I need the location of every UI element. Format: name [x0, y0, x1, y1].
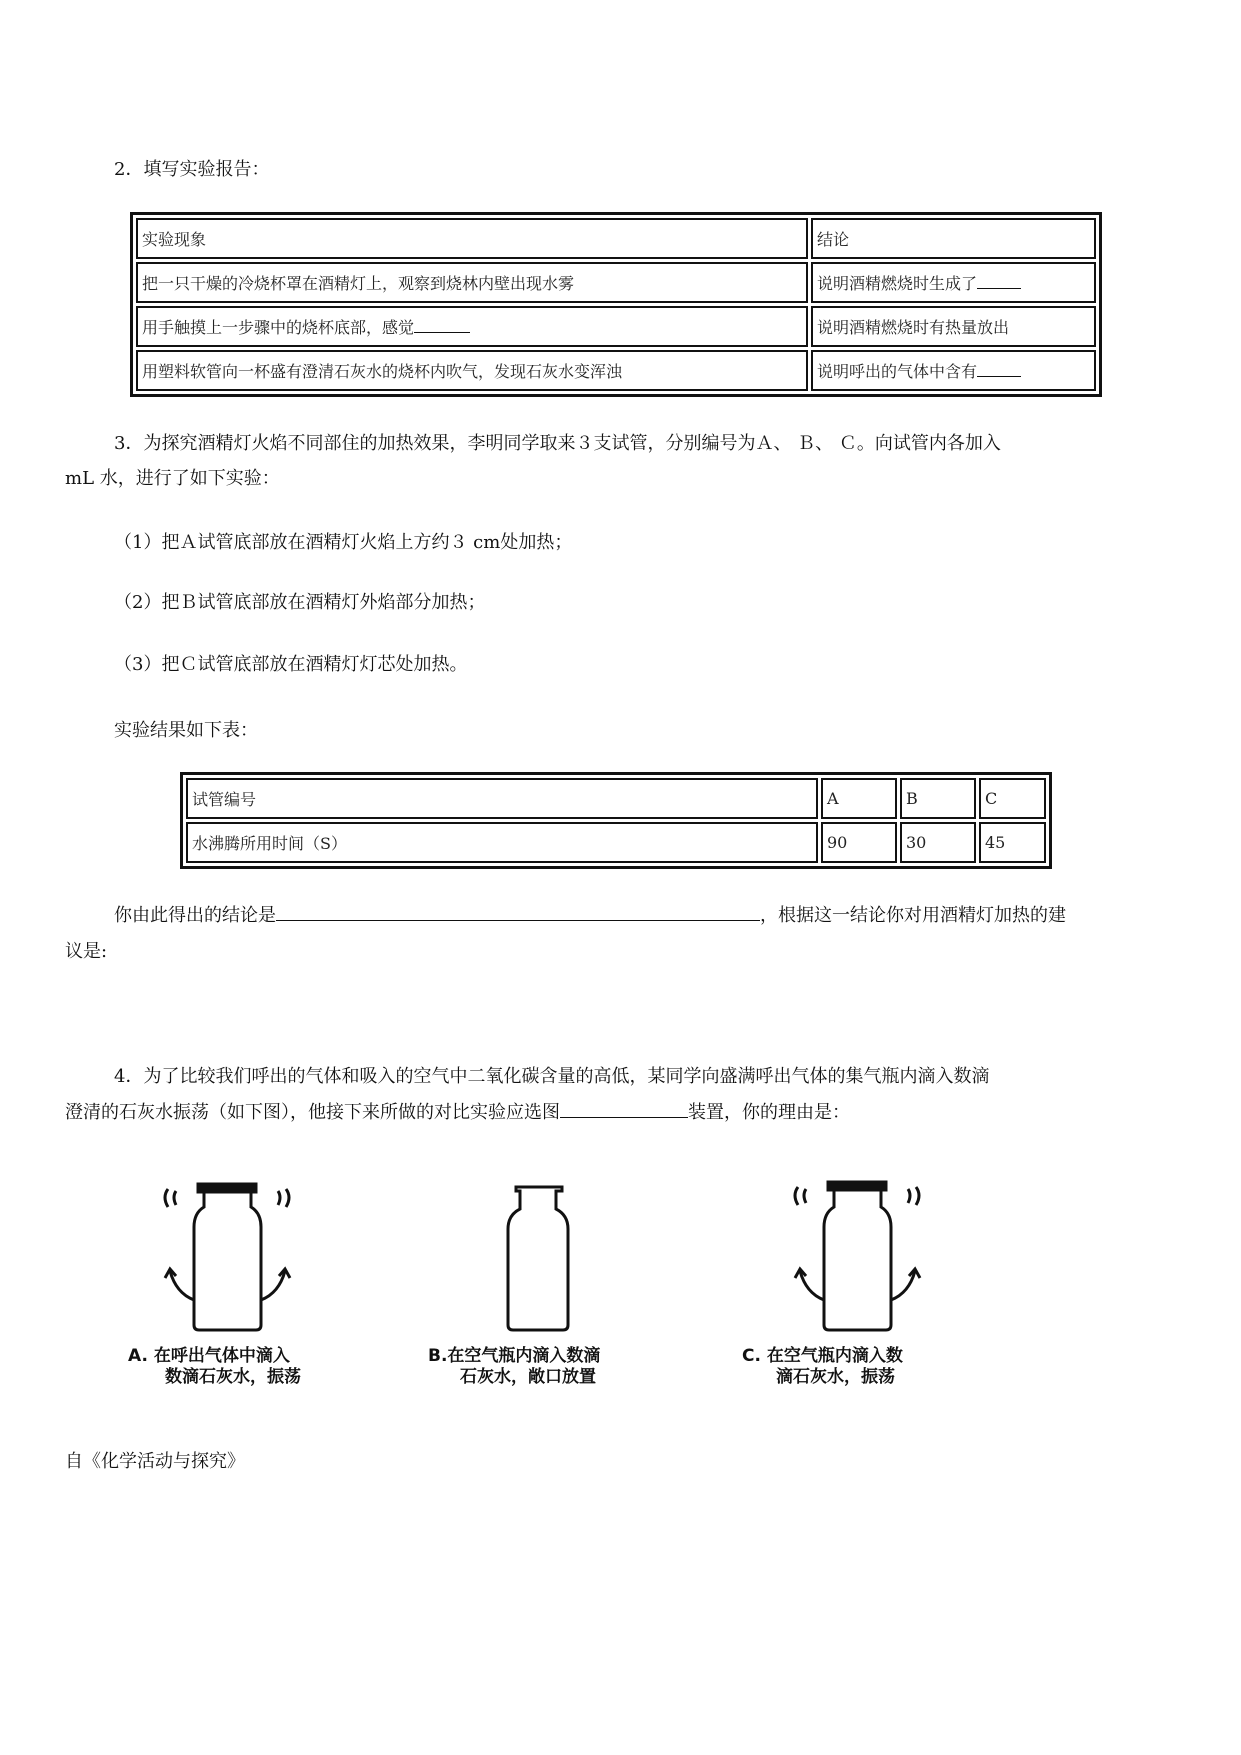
cell-value: 45 — [979, 822, 1046, 863]
cell-label: 水沸腾所用时间（S） — [186, 822, 818, 863]
bottle-c-figure — [780, 1175, 940, 1335]
conclusion-text: 说明酒精燃烧时生成了 — [817, 274, 978, 293]
cell-phenomenon: 把一只干燥的冷烧杯罩在酒精灯上，观察到烧林内壁出现水雾 — [136, 262, 808, 303]
q4-line2 — [65, 1099, 850, 1127]
header-phenomenon: 实验现象 — [136, 218, 808, 259]
q3-conclusion-line — [114, 902, 1066, 930]
experiment-report-table — [130, 212, 1102, 397]
caption-line: 滴石灰水，振荡 — [776, 1367, 895, 1387]
source-note: 自《化学活动与探究》 — [65, 1451, 245, 1472]
q4-line1: 4．为了比较我们呼出的气体和吸入的空气中二氧化碳含量的高低，某同学向盛满呼出气体的集气瓶内滴入数滴 — [114, 1066, 990, 1087]
q3-result-intro: 实验结果如下表： — [114, 720, 258, 741]
q3-suggestion-line: 议是: — [65, 941, 108, 962]
answer-blank[interactable] — [977, 362, 1021, 377]
q3-step-1: （1）把Ａ试管底部放在酒精灯火焰上方约３ cm处加热； — [114, 532, 573, 553]
cell-value: B — [900, 778, 976, 819]
figure-c-caption — [742, 1346, 903, 1388]
q3-line2: mL 水，进行了如下实验： — [65, 468, 280, 489]
caption-line: C. 在空气瓶内滴入数 — [742, 1346, 903, 1366]
cell-phenomenon: 用塑料软管向一杯盛有澄清石灰水的烧杯内吹气，发现石灰水变浑浊 — [136, 350, 808, 391]
q4-suffix: 装置，你的理由是： — [688, 1102, 850, 1123]
phenomenon-text: 用手触摸上一步骤中的烧杯底部，感觉 — [142, 318, 415, 337]
q3-step-2: （2）把Ｂ试管底部放在酒精灯外焰部分加热； — [114, 592, 486, 613]
bottle-b-figure — [480, 1175, 600, 1335]
caption-line: 数滴石灰水，振荡 — [165, 1367, 301, 1387]
table-row — [136, 306, 1096, 347]
cell-conclusion: 说明酒精燃烧时有热量放出 — [811, 306, 1096, 347]
cell-phenomenon — [136, 306, 808, 347]
answer-blank[interactable] — [414, 318, 470, 333]
q4-prompt: 澄清的石灰水振荡（如下图），他接下来所做的对比实验应选图 — [65, 1102, 560, 1123]
table-row — [136, 350, 1096, 391]
conclusion-text: 说明呼出的气体中含有 — [817, 362, 978, 381]
bottle-a-figure — [150, 1175, 310, 1335]
q2-heading: 2．填写实验报告： — [114, 159, 270, 180]
conclusion-blank[interactable] — [276, 906, 760, 921]
table-row — [186, 778, 1046, 819]
cell-value: A — [821, 778, 897, 819]
figure-b-caption — [428, 1346, 600, 1388]
cell-conclusion — [811, 350, 1096, 391]
caption-line: B.在空气瓶内滴入数滴 — [428, 1346, 601, 1366]
test-tube-results-table — [180, 772, 1052, 869]
caption-line: A. 在呼出气体中滴入 — [128, 1346, 290, 1366]
cell-value: C — [979, 778, 1046, 819]
cell-value: 90 — [821, 822, 897, 863]
table-row — [136, 218, 1096, 259]
header-conclusion: 结论 — [811, 218, 1096, 259]
conclusion-suffix: ，根据这一结论你对用酒精灯加热的建 — [760, 905, 1066, 926]
conclusion-prompt: 你由此得出的结论是 — [114, 905, 276, 926]
figure-a-caption — [128, 1346, 301, 1388]
cell-label: 试管编号 — [186, 778, 818, 819]
cell-conclusion — [811, 262, 1096, 303]
caption-line: 石灰水，敞口放置 — [460, 1367, 596, 1387]
q3-line1: 3．为探究酒精灯火焰不同部住的加热效果，李明同学取来３支试管，分别编号为Ａ、 Ｂ、 Ｃ。向试管内各加入 — [114, 433, 1001, 454]
cell-value: 30 — [900, 822, 976, 863]
q3-step-3: （3）把Ｃ试管底部放在酒精灯灯芯处加热。 — [114, 654, 468, 675]
table-row — [136, 262, 1096, 303]
device-choice-blank[interactable] — [560, 1103, 688, 1118]
answer-blank[interactable] — [977, 274, 1021, 289]
table-row — [186, 822, 1046, 863]
